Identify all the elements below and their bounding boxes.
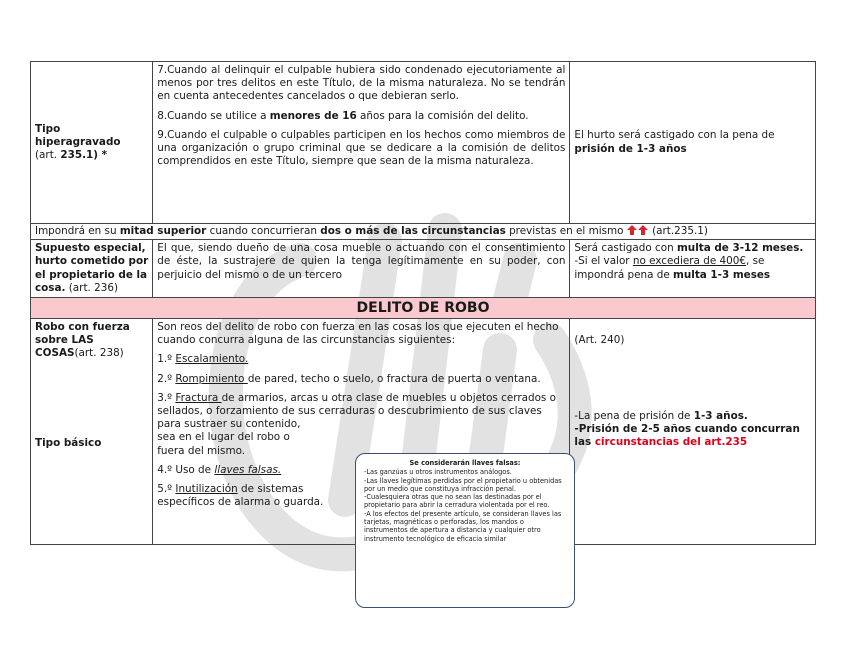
row-penalty-cell — [570, 319, 816, 545]
row-penalty-cell: Será castigado con multa de 3-12 meses. -Si el valor no excediera de 400€, se impondrá pena de multa 1-3 meses — [570, 240, 816, 298]
row-text-cell — [153, 62, 570, 224]
callout-line: -Las llaves legítimas perdidas por el propietario u obtenidas por un medio que constituya infracción penal. — [364, 476, 562, 493]
table-row — [31, 298, 816, 319]
row-type-label: Tipo básico — [35, 437, 102, 450]
row-label-cell: Robo con fuerza sobre LAS COSAS(art. 238) Tipo básico — [31, 319, 153, 545]
circumstance-2: 2.º Rompimiento de pared, techo o suelo, o fractura de puerta o ventana. — [157, 372, 541, 385]
row-penalty-cell: El hurto será castigado con la pena de prisión de 1-3 años — [570, 62, 816, 224]
false-keys-callout — [355, 453, 575, 608]
table-row — [31, 62, 816, 224]
penalty-list: -La pena de prisión de 1-3 años. -Prisión de 2-5 años cuando concurran las circunstancias del art.235 — [574, 410, 800, 449]
row-text-cell: El que, siendo dueño de una cosa mueble o actuando con el consentimiento de éste, la sustrajere de quien la tenga legítimamente en su poder, con perjuicio del mismo o de un tercero — [153, 240, 570, 298]
callout-line: -Las ganzúas u otros instrumentos análogos. — [364, 468, 512, 477]
row-label-ref: (art. 235.1) * — [35, 149, 108, 162]
circumstance-8: 8.Cuando se utilice a menores de 16 años para la comisión del delito. — [157, 109, 529, 122]
section-title: DELITO DE ROBO — [31, 298, 816, 319]
row-label-cell — [31, 62, 153, 224]
callout-title: Se considerarán llaves falsas: — [409, 459, 521, 467]
table-row — [31, 224, 816, 240]
circumstance-5: 5.º Inutilización de sistemas específicos de alarma o guarda. — [157, 483, 324, 509]
circumstance-9: 9.Cuando el culpable o culpables participen en los hechos como miembros de una organización o grupo criminal que se dedicare a la comisión de delitos comprendidos en este Título, siempre que sean de la misma naturaleza. — [157, 128, 566, 168]
circumstance-3: 3.º Fractura de armarios, arcas u otra clase de muebles u objetos cerrados o sellados, o forzamiento de sus cerraduras o descubrimiento de sus claves para sustraer su contenido, sea en el lugar del robo o fuera del mismo. — [157, 391, 557, 457]
aggravation-note: Impondrá en su mitad superior cuando concurrieran dos o más de las circunstancias previstas en el mismo (art.235.1) — [31, 224, 816, 240]
circumstance-7: 7.Cuando al delinquir el culpable hubiera sido condenado ejecutoriamente al menos por tres delitos en este Título, de la misma naturaleza. No se tendrán en cuenta antecedentes cancelados o que debieran serlo. — [157, 64, 566, 103]
row-label: Tipo hiperagravado — [35, 122, 121, 148]
circumstance-4: 4.º Uso de llaves falsas. — [157, 463, 282, 476]
callout-line: -A los efectos del presente artículo, se consideran llaves las tarjetas, magnéticas o perforadas, los mandos o instrumentos de apertura a distancia y cualquier otro instrumento tecnológico de eficacia similar — [364, 509, 562, 543]
double-up-arrow-icon — [627, 225, 638, 235]
row-label-cell: Supuesto especial, hurto cometido por el propietario de la cosa. (art. 236) — [31, 240, 153, 298]
robbery-intro: Son reos del delito de robo con fuerza en las cosas los que ejecuten el hecho cuando concurra alguna de las circunstancias siguientes: — [157, 321, 559, 347]
article-ref: (Art. 240) — [574, 334, 625, 347]
table-row — [31, 240, 816, 298]
circumstance-1: 1.º Escalamiento. — [157, 353, 249, 366]
callout-line: -Cualesquiera otras que no sean las destinadas por el propietario para abrir la cerradura violentada por el reo. — [364, 493, 550, 510]
